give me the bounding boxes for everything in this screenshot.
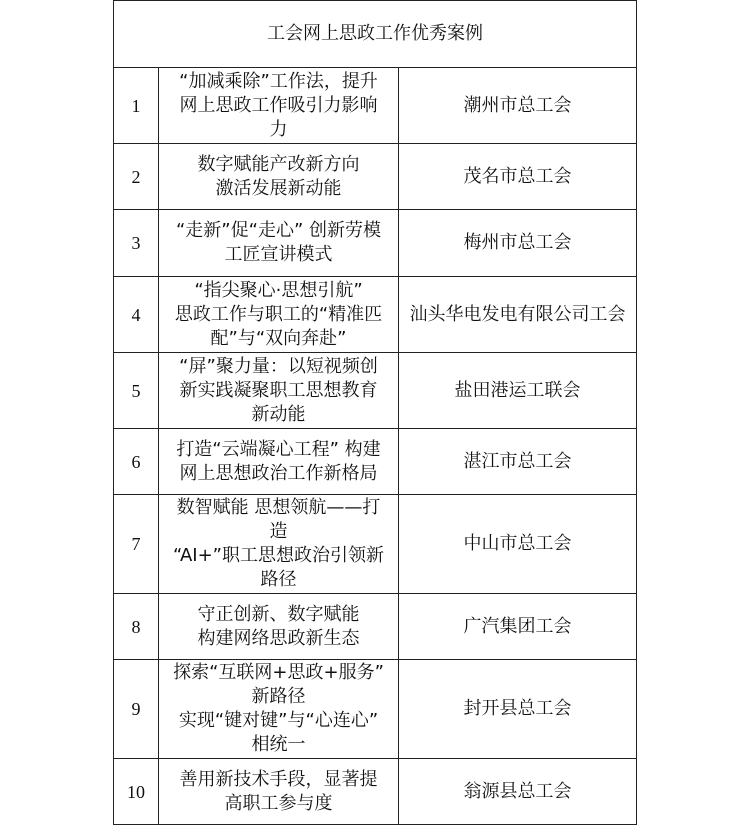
table-row xyxy=(114,68,637,144)
row-number: 2 xyxy=(114,144,159,210)
table-row xyxy=(114,495,637,594)
table-row xyxy=(114,660,637,759)
case-title: 探索“互联网+思政+服务” 新路径 实现“键对键”与“心连心” 相统一 xyxy=(159,660,399,759)
case-title: “屏”聚力量：以短视频创 新实践凝聚职工思想教育 新动能 xyxy=(159,353,399,429)
organization: 汕头华电发电有限公司工会 xyxy=(399,277,637,353)
row-number: 3 xyxy=(114,210,159,277)
table-row xyxy=(114,429,637,495)
table-row xyxy=(114,594,637,660)
case-title: “指尖聚心·思想引航” 思政工作与职工的“精准匹 配”与“双向奔赴” xyxy=(159,277,399,353)
organization: 梅州市总工会 xyxy=(399,210,637,277)
row-number: 8 xyxy=(114,594,159,660)
organization: 封开县总工会 xyxy=(399,660,637,759)
row-number: 10 xyxy=(114,759,159,825)
case-title: 数智赋能 思想领航——打 造 “AI+”职工思想政治引领新 路径 xyxy=(159,495,399,594)
row-number: 9 xyxy=(114,660,159,759)
case-title: “走新”促“走心” 创新劳模 工匠宣讲模式 xyxy=(159,210,399,277)
table-row xyxy=(114,759,637,825)
table-row xyxy=(114,277,637,353)
row-number: 1 xyxy=(114,68,159,144)
case-title: 数字赋能产改新方向 激活发展新动能 xyxy=(159,144,399,210)
organization: 广汽集团工会 xyxy=(399,594,637,660)
case-title: 打造“云端凝心工程” 构建 网上思想政治工作新格局 xyxy=(159,429,399,495)
table-title-row xyxy=(114,1,637,68)
row-number: 7 xyxy=(114,495,159,594)
organization: 茂名市总工会 xyxy=(399,144,637,210)
table-row xyxy=(114,353,637,429)
case-title: “加减乘除”工作法，提升 网上思政工作吸引力影响 力 xyxy=(159,68,399,144)
cases-table xyxy=(113,0,637,825)
table-row xyxy=(114,144,637,210)
case-title: 守正创新、数字赋能 构建网络思政新生态 xyxy=(159,594,399,660)
organization: 湛江市总工会 xyxy=(399,429,637,495)
row-number: 5 xyxy=(114,353,159,429)
organization: 盐田港运工联会 xyxy=(399,353,637,429)
table-row xyxy=(114,210,637,277)
case-title: 善用新技术手段，显著提 高职工参与度 xyxy=(159,759,399,825)
organization: 潮州市总工会 xyxy=(399,68,637,144)
row-number: 4 xyxy=(114,277,159,353)
organization: 中山市总工会 xyxy=(399,495,637,594)
organization: 翁源县总工会 xyxy=(399,759,637,825)
row-number: 6 xyxy=(114,429,159,495)
table-title: 工会网上思政工作优秀案例 xyxy=(114,1,637,68)
